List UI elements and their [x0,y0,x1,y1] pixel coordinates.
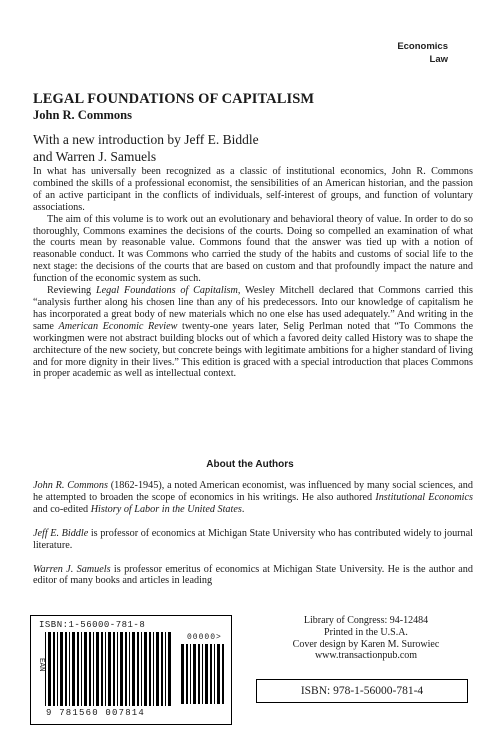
category-economics: Economics [397,41,448,52]
description-paragraph-2: The aim of this volume is to work out an evolutionary and behavioral theory of value. In order to do so thoroughly, Commons examines the decisions of the courts. Doing so compelled an examination of what the courts mean by reasonable value. Commons found that the answer was tied up with a notion of reasonable conduct. It was Commons who carried the study of the habits and customs of social life to the next stage: the decisions of the courts that are based on custom and that profoundly impact the nature and function of the economic system as such. [33,213,473,285]
about-authors-heading: About the Authors [206,459,294,470]
bio-text: is professor of economics at Michigan State University who has contributed widely to journal literature. [33,527,473,551]
p3-journal-title: American Economic Review [58,320,178,332]
barcode-addon-bars-icon [181,644,225,704]
p3-text: twenty-one years later, Selig Perlman noted that “To Commons the workingmen were not abstract building blocks out of which a favored deity called History was to shape the architecture of the new society, but concrete beings with legitimate ambitions for a higher standard of living and for more dignity in their lives.” This edition is graced with a special introduction that places Commons in proper academic as well as intellectual context. [33,320,473,380]
book-author: John R. Commons [33,108,132,122]
p3-book-title: Legal Foundations of Capitalism [95,285,238,297]
book-title: LEGAL FOUNDATIONS OF CAPITALISM [33,91,315,107]
barcode-bars-icon [45,632,173,706]
bio-name: Jeff E. Biddle [33,527,89,539]
bio-book-title: Institutional Economics [375,491,473,503]
description-paragraph-3 [33,285,473,380]
bio-samuels [33,564,473,588]
isbn13-box: ISBN: 978-1-56000-781-4 [256,679,468,703]
barcode-addon-digits: 00000> [187,633,222,642]
bio-commons [33,480,473,516]
bio-text: is professor emeritus of economics at Michigan State University. He is the author and editor of many books and articles in leading [33,563,473,587]
bio-text: (1862-1945), a noted American economist, was influenced by many social sciences, and he attempted to broaden the scope of economics in his writings. He also authored [33,480,473,503]
library-of-congress: Library of Congress: 94-12484 [303,615,429,626]
bio-book-title: History of Labor in the United States [90,503,242,515]
barcode-ean-label: EAN [37,658,45,672]
category-law: Law [429,54,448,65]
subject-categories [397,40,448,66]
barcode-digits: 9 781560 007814 [46,708,146,718]
bio-name: John R. Commons [33,480,108,491]
bio-biddle [33,528,473,552]
description-body [33,166,473,380]
p3-text: Reviewing [47,285,96,297]
intro-line-2: and Warren J. Samuels [33,149,157,164]
bio-name: Warren J. Samuels [33,563,111,575]
printed-in: Printed in the U.S.A. [324,626,408,638]
barcode-isbn-label: ISBN:1-56000-781-8 [39,620,146,630]
description-paragraph-1: In what has universally been recognized as a classic of institutional economics, John R. Commons combined the skills of a professional economist, the sensibilities of an American historian, and the passion of an active participant in the conflicts of individuals, self-interest of groups, and function of voluntary associations. [33,166,473,213]
bio-text: and co-edited [33,503,91,515]
barcode [30,615,232,725]
publication-info [266,615,466,662]
intro-line-1: With a new introduction by Jeff E. Biddle [33,132,259,147]
publisher-website: www.transactionpub.com [314,650,418,662]
author-bios [33,480,473,599]
cover-design-credit: Cover design by Karen M. Surowiec [292,638,440,650]
p3-text: , Wesley Mitchell declared that Commons carried this “analysis further along his chosen line than any of his predecessors. Into our knowledge of capitalism he has incorporated a great body of new materials which no one else has used adequately.” And writing in the same [33,285,473,332]
bio-text: . [241,503,245,515]
introduction-credit [33,131,333,165]
